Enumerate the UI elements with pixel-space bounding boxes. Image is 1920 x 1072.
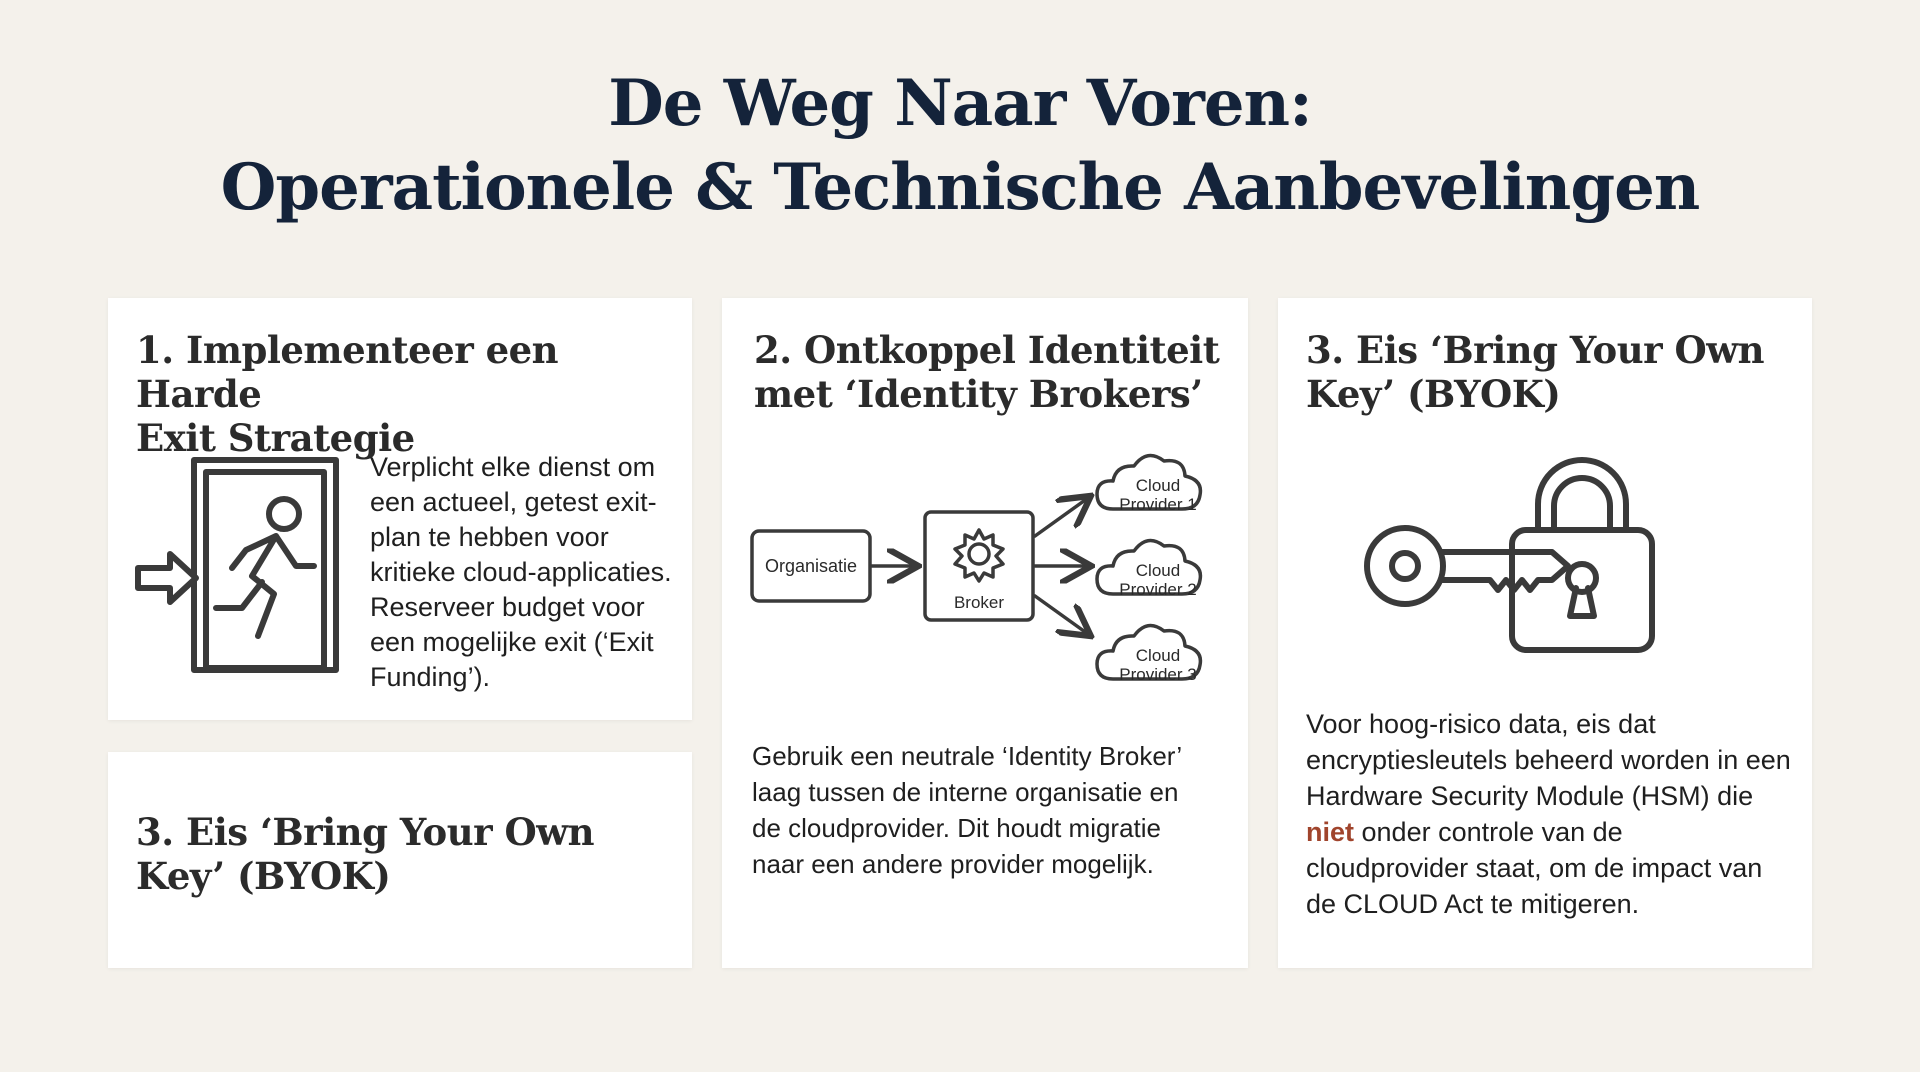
text-line: Gebruik een neutrale ‘Identity Broker’ <box>752 741 1183 771</box>
text-line: de CLOUD Act te mitigeren. <box>1306 889 1640 919</box>
heading-line: met ‘Identity Brokers’ <box>754 372 1203 416</box>
card-exit-strategy-text <box>370 450 672 695</box>
heading-line: Exit Strategie <box>136 416 415 460</box>
heading-line: 3. Eis ‘Bring Your Own <box>1306 328 1764 372</box>
broker-label: Broker <box>953 593 1005 612</box>
page-title <box>0 62 1920 230</box>
page-title-line-1: De Weg Naar Voren: <box>608 66 1312 141</box>
cloud-label: Provider 1 <box>1119 495 1197 514</box>
text-line: plan te hebben voor <box>370 522 609 552</box>
key-and-padlock-icon <box>1362 448 1672 658</box>
identity-broker-diagram <box>722 438 1248 688</box>
text-line: een mogelijke exit (‘Exit <box>370 627 654 657</box>
card-byok-text <box>1306 706 1791 922</box>
heading-line: Key’ (BYOK) <box>1306 372 1561 416</box>
page-title-line-2: Operationele & Technische Aanbevelingen <box>220 150 1700 225</box>
text-line: Voor hoog-risico data, eis dat <box>1306 709 1656 739</box>
text-line: Verplicht elke dienst om <box>370 452 656 482</box>
text-line: encryptiesleutels beheerd worden in een <box>1306 745 1791 775</box>
card-exit-strategy <box>108 298 692 720</box>
text-line-with-highlight <box>1306 814 1791 850</box>
card-identity-brokers-heading <box>754 328 1219 416</box>
card-identity-brokers-text <box>752 738 1182 882</box>
heading-line: 1. Implementeer een Harde <box>136 328 559 416</box>
card-identity-brokers <box>722 298 1248 968</box>
cloud-label: Cloud <box>1135 476 1181 495</box>
cloud-label: Cloud <box>1135 561 1181 580</box>
text-line: kritieke cloud-applicaties. <box>370 557 672 587</box>
text-line: de cloudprovider. Dit houdt migratie <box>752 813 1162 843</box>
text-line: Hardware Security Module (HSM) die <box>1306 781 1754 811</box>
cloud-label: Provider 3 <box>1119 665 1197 684</box>
card-byok-short-heading <box>136 810 594 898</box>
card-byok <box>1278 298 1812 968</box>
highlight-word: niet <box>1306 817 1355 847</box>
cloud-label: Provider 2 <box>1119 580 1197 599</box>
text-line: Reserveer budget voor <box>370 592 645 622</box>
text-line: laag tussen de interne organisatie en <box>752 777 1179 807</box>
text-line: cloudprovider staat, om de impact van <box>1306 853 1763 883</box>
card-byok-short <box>108 752 692 968</box>
emergency-exit-icon <box>134 456 344 676</box>
heading-line: Key’ (BYOK) <box>136 854 391 898</box>
organisation-label: Organisatie <box>764 556 858 576</box>
card-exit-strategy-heading <box>136 328 692 460</box>
gear-icon <box>955 530 1003 581</box>
card-byok-heading <box>1306 328 1764 416</box>
heading-line: 2. Ontkoppel Identiteit <box>754 328 1220 372</box>
text-line: naar een andere provider mogelijk. <box>752 849 1154 879</box>
cloud-label: Cloud <box>1135 646 1181 665</box>
heading-line: 3. Eis ‘Bring Your Own <box>136 810 594 854</box>
text-line: Funding’). <box>370 662 491 692</box>
text-line: een actueel, getest exit- <box>370 487 657 517</box>
text-line-rest: onder controle van de <box>1354 817 1623 847</box>
